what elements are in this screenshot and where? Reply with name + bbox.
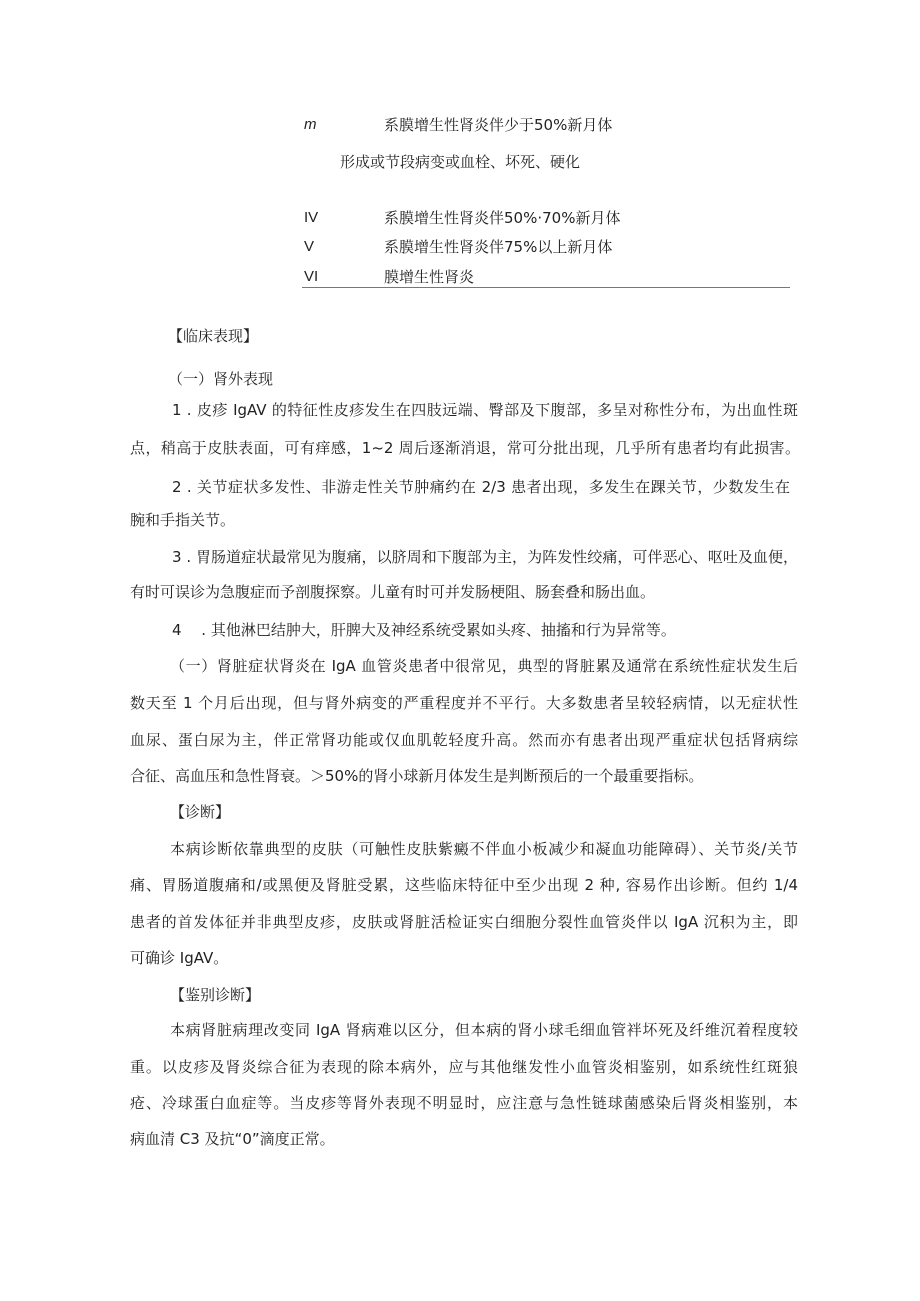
grade-label: m [304, 116, 317, 133]
paragraph-line: 血尿、蛋白尿为主，伴正常肾功能或仅血肌乾轻度升高。然而亦有患者出现严重症状包括肾病综 [130, 731, 798, 749]
grade-label: VI [304, 268, 319, 285]
paragraph-line: 本病肾脏病理改变同 IgA 肾病难以区分，但本病的肾小球毛细血管袢坏死及纤维沉着程度较 [170, 1021, 798, 1039]
paragraph-line: 4 . 其他淋巴结肿大，肝脾大及神经系统受累如头疼、抽搐和行为异常等。 [172, 621, 676, 639]
table-bottom-rule [302, 287, 790, 288]
paragraph-line: 病血清 C3 及抗“0”滴度正常。 [130, 1130, 335, 1148]
section-heading: 【诊断】 [170, 803, 231, 821]
grade-label: V [304, 238, 315, 255]
paragraph-line: （一）肾脏症状肾炎在 IgA 血管炎患者中很常见，典型的肾脏累及通常在系统性症状发生后 [170, 657, 798, 675]
paragraph-line: 患者的首发体征并非典型皮疹，皮肤或肾脏活检证实白细胞分裂性血管炎伴以 IgA 沉积为主，即 [130, 913, 798, 931]
paragraph-line: 数天至 1 个月后出现，但与肾外病变的严重程度并不平行。大多数患者呈较轻病情，以无症状性 [130, 694, 798, 712]
paragraph-line: 合征、高血压和急性肾衰。＞50%的肾小球新月体发生是判断预后的一个最重要指标。 [130, 767, 704, 785]
paragraph-line: 重。以皮疹及肾炎综合征为表现的除本病外，应与其他继发性小血管炎相鉴别，如系统性红斑狼 [130, 1058, 798, 1076]
grade-label: IV [304, 209, 319, 226]
paragraph-line: 腕和手指关节。 [130, 511, 236, 529]
grade-description: 系膜增生性肾炎伴75%以上新月体 [384, 238, 613, 256]
paragraph-line: 3 . 胃肠道症状最常见为腹痛，以脐周和下腹部为主，为阵发性绞痛，可伴恶心、呕吐及血便， [172, 548, 798, 566]
subsection-heading: （一）肾外表现 [168, 370, 274, 388]
paragraph-line: 疮、冷球蛋白血症等。当皮疹等肾外表现不明显时，应注意与急性链球菌感染后肾炎相鉴别，本 [130, 1094, 798, 1112]
grade-description: 膜增生性肾炎 [384, 268, 475, 286]
paragraph-line: 2 . 关节症状多发性、非游走性关节肿痛约在 2/3 患者出现，多发生在踝关节，少数发生在 [172, 478, 790, 496]
section-heading: 【临床表现】 [168, 327, 259, 345]
paragraph-line: 有时可误诊为急腹症而予剖腹探察。儿童有时可并发肠梗阻、肠套叠和肠出血。 [130, 583, 656, 601]
paragraph-line: 点，稍高于皮肤表面，可有痒感，1~2 周后逐渐消退，常可分批出现，几乎所有患者均有此损害。 [130, 439, 800, 457]
grade-description: 系膜增生性肾炎伴50%·70%新月体 [384, 209, 621, 227]
paragraph-line: 可确诊 IgAV。 [130, 949, 229, 967]
grade-description: 系膜增生性肾炎伴少于50%新月体 [384, 116, 613, 134]
grade-description-continued: 形成或节段病变或血栓、坏死、硬化 [340, 153, 581, 171]
section-heading: 【鉴别诊断】 [170, 986, 261, 1004]
paragraph-line: 1 . 皮疹 IgAV 的特征性皮疹发生在四肢远端、臀部及下腹部，多呈对称性分布，为出血性斑 [172, 401, 798, 419]
paragraph-line: 痛、胃肠道腹痛和/或黑便及肾脏受累，这些临床特征中至少出现 2 种, 容易作出诊断。但约 1/4 [130, 876, 798, 894]
paragraph-line: 本病诊断依靠典型的皮肤（可触性皮肤紫癜不伴血小板减少和凝血功能障碍）、关节炎/关节 [170, 840, 798, 858]
